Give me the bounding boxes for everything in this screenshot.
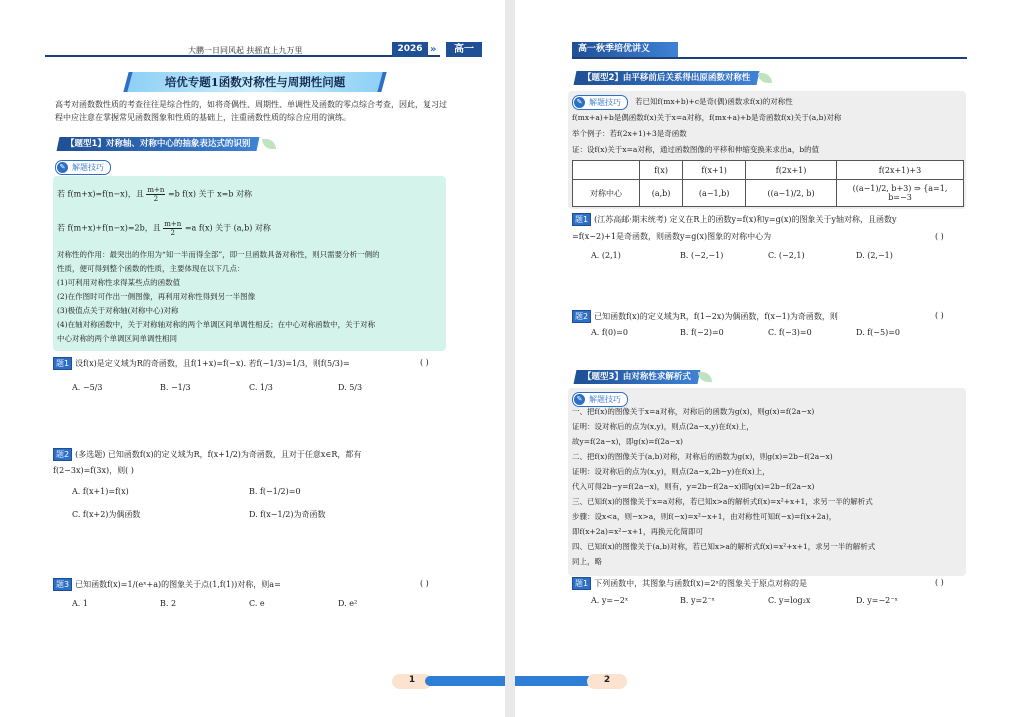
table-cell: f(2x+1) [746,161,837,180]
option-c[interactable]: C. e [249,599,265,608]
page-title: 培优专题1函数对称性与周期性问题 [164,75,346,89]
question-number: 题1 [572,213,591,226]
table-cell: f(x+1) [683,161,746,180]
option-a[interactable]: A. f(0)=0 [591,328,628,337]
tip-line: 证：设f(x)关于x=a对称，通过函数图像的平移和伸缩变换来求出a，b的值 [572,145,820,154]
answer-paren: ( ) [420,579,429,588]
option-c[interactable]: C. f(x+2)为偶函数 [72,510,141,519]
tip-label: ✎ 解题技巧 [572,392,628,407]
question-number: 题3 [53,578,72,591]
option-d[interactable]: D. 5/3 [338,383,363,392]
section-heading-3: 【题型3】由对称性求解析式 [574,370,701,384]
option-d[interactable]: D. e² [338,599,358,608]
leaf-decoration [698,372,712,382]
tip-line: 举个例子：若f(2x+1)+3是奇函数 [572,129,687,138]
table-cell: ((a−1)/2, b+3) ⇒ {a=1, b=−3 [837,180,964,207]
question-number: 题1 [572,577,591,590]
option-a[interactable]: A. 1 [72,599,88,608]
header-rule [572,57,967,59]
option-d[interactable]: D. f(−5)=0 [856,328,901,337]
tip-icon: ✎ [57,162,68,173]
option-c[interactable]: C. f(−3)=0 [768,328,812,337]
table-cell: ((a−1)/2, b) [746,180,837,207]
option-d[interactable]: D. f(x−1/2)为奇函数 [249,510,326,519]
answer-paren: ( ) [935,232,944,241]
header-year: 2026 [392,42,428,57]
answer-paren: ( ) [420,358,429,367]
table-row [573,180,964,207]
page-right [515,0,1024,717]
question-1: 题1 设f(x)是定义域为R的奇函数，且f(1+x)=f(−x). 若f(−1/3)=1/3，则f(5/3)= [53,357,350,370]
option-a[interactable]: A. (2,1) [591,251,621,260]
option-d[interactable]: D. (2,−1) [856,251,893,260]
header-rule [45,55,440,57]
option-d[interactable]: D. y=−2⁻ˣ [856,596,898,605]
tip-notes: 一、把f(x)的图像关于x=a对称，对称后的函数为g(x)，则g(x)=f(2a−x) 证明：设对称后的点为(x,y)，则点(2a−x,y)在f(x)上， 故y=f(2a−x)，即g(x)=f(2a−x) 二、把f(x)的图像关于(a,b)对称，对称后的函数为g(x)，则g(x)=2b−f(2a−x) 证明：设对称后的点为(x,y)，则点(2a−x,2b−y)在f(x)上， 代入可得2b−y=f(2a−x)，则有，y=2b−f(2a−x)即g(x)=2b−f(2a−x) 三、已知f(x)的图像关于x=a对称，若已知x>a的解析式f(x)=x²+x+1，求另一半的解析式 步骤：设x<a，则−x>a，则f(−x)=x²−x+1，由对称性可知f(−x)=f(x+2a)， 即f(x+2a)=x²−x+1，再换元化简即可 四、已知f(x)的图像关于(a,b)对称，若已知x>a的解析式f(x)=x²+x+1，求另一半的解析式 同上，略 [572,407,876,566]
section-heading-2: 【题型2】由平移前后关系得出原函数对称性 [574,71,760,85]
option-b[interactable]: B. (−2,−1) [680,251,724,260]
table-cell: f(2x+1)+3 [837,161,964,180]
tip-rule-2: 若 f(m+x)+f(n−x)=2b，且 $\frac{m+n}{2}$ =a f(x) 关于 (a,b) 对称 [57,220,271,237]
tip-line: f(mx+a)+b是偶函数f(x)关于x=a对称，f(mx+a)+b是奇函数f(x)关于(a,b)对称 [572,113,842,122]
footer-bar [425,676,505,686]
page-number: 1 [408,675,416,685]
table-header-row [573,161,964,180]
header-tag: 高一秋季培优讲义 [572,42,678,57]
option-b[interactable]: B. −1/3 [160,383,191,392]
intro-text: 高考对函数数性质的考查往往是综合性的，如将奇偶性、周期性、单调性及函数的零点综合考查，因此，复习过程中应注意在掌握常见函数图象和性质的基础上，注重函数性质的综合应用的演练。 [55,100,447,122]
table-row-label: 对称中心 [573,180,640,207]
tip-label: ✎ 解题技巧 [572,95,628,110]
tip-icon: ✎ [574,394,585,405]
header-grade: 高一 [446,42,482,57]
leaf-decoration [262,139,276,149]
header-chevrons: » [430,44,437,55]
table-cell: f(x) [640,161,683,180]
question-number: 题1 [53,357,72,370]
page-number: 2 [603,675,611,685]
option-a[interactable]: A. y=−2ˣ [591,596,629,605]
table-cell [573,161,640,180]
header-motto: 大鹏一日同风起 扶摇直上九万里 [188,46,303,55]
question-r2: 题2 已知函数f(x)的定义域为R，f(1−2x)为偶函数，f(x−1)为奇函数，则 [572,310,838,323]
tip-line: 若已知f(mx+b)+c是奇(偶)函数求f(x)的对称性 [635,97,793,106]
answer-paren: ( ) [935,578,944,587]
question-r1-line-2: =f(x−2)+1是奇函数，则函数y=g(x)图象的对称中心为 [572,232,772,241]
option-c[interactable]: C. y=log₂x [768,596,811,605]
option-b[interactable]: B. f(−1/2)=0 [249,487,301,496]
tip-notes: 对称性的作用：最突出的作用为“知一半而得全部”，即一旦函数具备对称性，则只需要分析一侧的 性质，便可得到整个函数的性质，主要体现在以下几点： (1)可利用对称性求得某些点的函数值 (2)在作图时可作出一侧图像，再利用对称性得到另一半图像 (3)极值点关于对称轴(对称中心)对称 (4)在轴对称函数中，关于对称轴对称的两个单调区间单调性相反；在中心对称函数中，关于对称 中心对称的两个单调区间单调性相同 [57,250,380,343]
question-number: 题2 [572,310,591,323]
question-r3: 题1 下列函数中，其图象与函数f(x)=2ˣ的图象关于原点对称的是 [572,577,807,590]
option-b[interactable]: B. f(−2)=0 [680,328,724,337]
table-cell: (a,b) [640,180,683,207]
option-b[interactable]: B. y=2⁻ˣ [680,596,715,605]
tip-label: ✎ 解题技巧 [55,160,111,175]
question-number: 题2 [53,448,72,461]
option-a[interactable]: A. −5/3 [72,383,103,392]
tip-box [53,176,446,351]
table-cell: (a−1,b) [683,180,746,207]
answer-paren: ( ) [935,311,944,320]
option-b[interactable]: B. 2 [160,599,177,608]
question-2-line-2: f(2−3x)=f(3x)，则( ) [53,466,134,475]
section-heading-1: 【题型1】对称轴、对称中心的抽象表达式的识别 [57,137,260,151]
tip-icon: ✎ [574,97,585,108]
symmetry-table [572,160,964,207]
option-c[interactable]: C. 1/3 [249,383,273,392]
option-c[interactable]: C. (−2,1) [768,251,805,260]
question-2: 题2 (多选题) 已知函数f(x)的定义域为R，f(x+1/2)为奇函数，且对于任意x∈R，都有 [53,448,361,461]
option-a[interactable]: A. f(x+1)=f(x) [72,487,129,496]
question-3: 题3 已知函数f(x)=1/(eˣ+a)的图象关于点(1,f(1))对称，则a= [53,578,281,591]
tip-rule-1: 若 f(m+x)=f(n−x)，且 $\frac{m+n}{2}$ =b f(x) 关于 x=b 对称 [57,186,252,203]
leaf-decoration [758,73,772,83]
question-r1: 题1 (江苏高邮·期末统考) 定义在R上的函数y=f(x)和y=g(x)的图象关于y轴对称，且函数y [572,213,897,226]
page-left [0,0,505,717]
